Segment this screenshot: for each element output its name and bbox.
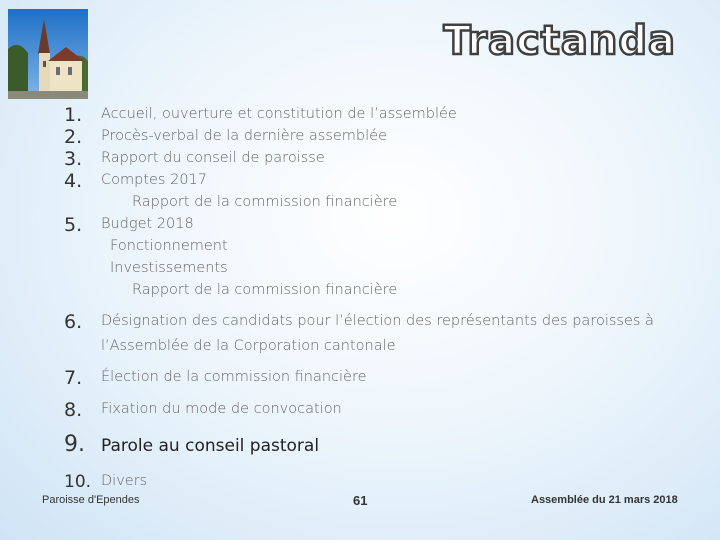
agenda-subitem: Fonctionnement: [110, 238, 228, 254]
agenda-item: Désignation des candidats pour l’élection des représentants des paroisses à: [101, 313, 654, 329]
page-title: Tractanda: [443, 18, 676, 64]
agenda-item: Élection de la commission financière: [101, 369, 367, 385]
item-number: 8.: [64, 399, 83, 421]
item-number: 1.: [64, 104, 83, 126]
agenda-subitem: Rapport de la commission financière: [132, 282, 398, 298]
item-number: 9.: [64, 432, 85, 457]
footer-right: Assemblée du 21 mars 2018: [531, 494, 678, 506]
church-photo: [8, 9, 88, 99]
page-number: 61: [353, 493, 368, 508]
footer-left: Paroisse d'Ependes: [42, 494, 140, 506]
item-number: 6.: [64, 311, 83, 333]
agenda-item: Accueil, ouverture et constitution de l’assemblée: [101, 106, 457, 122]
agenda-subitem: Investissements: [110, 260, 228, 276]
item-number: 3.: [64, 148, 83, 170]
agenda-item: Parole au conseil pastoral: [101, 436, 320, 456]
agenda-item: Procès-verbal de la dernière assemblée: [101, 128, 387, 144]
agenda-item: Comptes 2017: [101, 172, 207, 188]
agenda-item: Divers: [101, 473, 148, 489]
agenda-item: Fixation du mode de convocation: [101, 401, 342, 417]
item-number: 2.: [64, 126, 83, 148]
agenda-item: Rapport du conseil de paroisse: [101, 150, 325, 166]
item-number: 5.: [64, 214, 83, 236]
agenda-item-continued: l’Assemblée de la Corporation cantonale: [101, 338, 396, 354]
agenda-subitem: Rapport de la commission financière: [132, 194, 398, 210]
item-number: 10.: [64, 472, 92, 492]
item-number: 7.: [64, 367, 83, 389]
item-number: 4.: [64, 170, 83, 192]
agenda-item: Budget 2018: [101, 216, 194, 232]
